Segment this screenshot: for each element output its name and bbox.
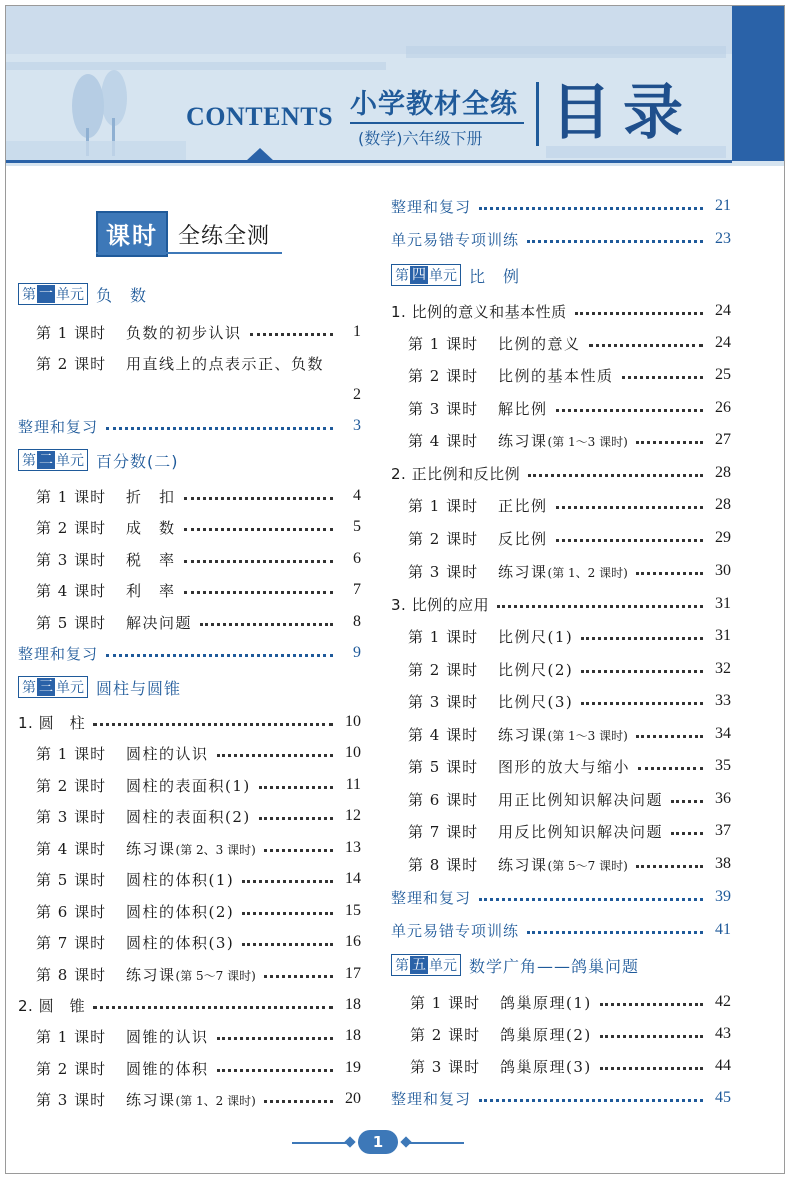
leader-dots xyxy=(264,1100,333,1103)
leader-dots xyxy=(527,931,703,934)
leader-dots xyxy=(264,849,333,852)
lesson-name-text: 练习课 xyxy=(498,725,548,744)
leader-dots xyxy=(671,800,703,803)
lesson-number: 第 8 课时 xyxy=(408,855,479,874)
page-frame xyxy=(5,5,785,1174)
lesson-name-text: 练习课 xyxy=(126,965,176,984)
lesson-number: 第 3 课时 xyxy=(408,692,479,711)
page-number: 8 xyxy=(353,613,361,630)
toc-entry[interactable] xyxy=(408,395,731,421)
lesson-number: 第 3 课时 xyxy=(408,562,479,581)
page-number: 23 xyxy=(715,230,731,247)
page-number: 4 xyxy=(353,487,361,504)
lesson-name: 圆柱的表面积(2) xyxy=(126,807,251,826)
page-number: 5 xyxy=(353,518,361,535)
page-number: 25 xyxy=(715,366,731,383)
lesson-note: (第 5～7 课时) xyxy=(547,858,628,873)
page-number: 17 xyxy=(345,965,361,982)
page-number: 42 xyxy=(715,993,731,1010)
leader-dots xyxy=(600,1035,703,1038)
unit-badge xyxy=(391,954,461,976)
leader-dots xyxy=(636,441,703,444)
lesson-name: 圆柱的体积(2) xyxy=(126,902,235,921)
lesson-number: 第 8 课时 xyxy=(36,965,107,984)
page-number: 15 xyxy=(345,902,361,919)
leader-dots xyxy=(575,312,703,315)
lesson-name-text: 练习课 xyxy=(498,855,548,874)
toc-entry[interactable] xyxy=(408,558,731,584)
unit-header-1[interactable] xyxy=(18,281,147,307)
leader-dots xyxy=(479,207,703,210)
lesson-name-text: 练习课 xyxy=(498,562,548,581)
page-number: 41 xyxy=(715,921,731,938)
footer-page-number: 1 xyxy=(358,1130,398,1154)
page-title: 目录 xyxy=(551,78,695,148)
toc-entry[interactable] xyxy=(36,319,361,345)
lesson-number: 第 5 课时 xyxy=(408,757,479,776)
unit-prefix: 第 xyxy=(22,680,36,696)
lesson-number: 第 2 课时 xyxy=(36,518,107,537)
toc-entry[interactable] xyxy=(408,525,731,551)
unit-suffix: 单元 xyxy=(56,453,84,469)
page-number: 19 xyxy=(345,1059,361,1076)
lesson-note: (第 5～7 课时) xyxy=(175,968,256,983)
unit-number: 一 xyxy=(39,286,53,302)
toc-entry[interactable] xyxy=(36,1023,361,1049)
lesson-number: 第 2 课时 xyxy=(410,1025,481,1044)
page-number: 20 xyxy=(345,1090,361,1107)
unit-name: 负 数 xyxy=(96,285,148,305)
toc-review[interactable] xyxy=(391,1085,731,1111)
lesson-number: 第 1 课时 xyxy=(408,627,479,646)
lesson-name: 圆锥的认识 xyxy=(126,1027,209,1046)
unit-name: 百分数(二) xyxy=(96,451,179,471)
review-label: 整理和复习 xyxy=(18,644,99,663)
leader-dots xyxy=(638,767,703,770)
lesson-name: 负数的初步认识 xyxy=(126,323,242,342)
leader-dots xyxy=(217,754,333,757)
leader-dots xyxy=(622,376,703,379)
lesson-name: 圆柱的认识 xyxy=(126,744,209,763)
leader-dots xyxy=(242,943,333,946)
unit-suffix: 单元 xyxy=(56,680,84,696)
leader-dots xyxy=(93,723,333,726)
lesson-name: 圆锥的体积 xyxy=(126,1059,209,1078)
lesson-number: 第 2 课时 xyxy=(408,529,479,548)
lesson-number: 第 3 课时 xyxy=(36,550,107,569)
page-number: 35 xyxy=(715,757,731,774)
lesson-number: 第 2 课时 xyxy=(408,366,479,385)
lesson-name-text: 练习课 xyxy=(126,839,176,858)
leader-dots xyxy=(93,1006,333,1009)
lesson-name: 圆柱的体积(1) xyxy=(126,870,235,889)
header-rule xyxy=(6,160,732,163)
toc-error-training[interactable] xyxy=(391,917,731,943)
lesson-name: 比例的意义 xyxy=(498,334,581,353)
header-banner xyxy=(6,6,785,166)
page-number: 3 xyxy=(353,417,361,434)
unit-badge xyxy=(18,283,88,305)
unit-suffix: 单元 xyxy=(429,268,457,284)
unit-badge xyxy=(18,449,88,471)
toc-review[interactable] xyxy=(18,640,361,666)
page-number: 16 xyxy=(345,933,361,950)
page-number: 32 xyxy=(715,660,731,677)
series-title: 小学教材全练 xyxy=(350,89,518,120)
group-label: 2. 正比例和反比例 xyxy=(391,464,521,483)
page-number: 24 xyxy=(715,334,731,351)
lesson-number: 第 3 课时 xyxy=(410,1057,481,1076)
page-number: 36 xyxy=(715,790,731,807)
unit-suffix: 单元 xyxy=(429,958,457,974)
page-number: 7 xyxy=(353,581,361,598)
lesson-name: 折 扣 xyxy=(126,487,176,506)
toc-entry[interactable] xyxy=(36,835,361,861)
lesson-name: 圆柱的表面积(1) xyxy=(126,776,251,795)
lesson-number: 第 4 课时 xyxy=(36,839,107,858)
unit-number: 四 xyxy=(412,267,426,283)
page-number: 37 xyxy=(715,822,731,839)
lesson-name xyxy=(126,838,256,859)
review-label: 整理和复习 xyxy=(391,888,472,907)
lesson-name: 利 率 xyxy=(126,581,176,600)
lesson-name: 用直线上的点表示正、负数 xyxy=(126,354,325,373)
lesson-number: 第 1 课时 xyxy=(36,487,107,506)
leader-dots xyxy=(497,605,703,608)
toc-entry[interactable] xyxy=(36,898,361,924)
section-title-text: 全练全测 xyxy=(178,223,271,249)
toc-entry[interactable] xyxy=(36,772,361,798)
leader-dots xyxy=(259,786,333,789)
toc-entry-continuation[interactable] xyxy=(36,382,361,408)
lesson-number: 第 1 课时 xyxy=(410,993,481,1012)
page-number: 34 xyxy=(715,725,731,742)
lesson-number: 第 2 课时 xyxy=(36,1059,107,1078)
toc-entry[interactable] xyxy=(408,851,731,877)
header-divider xyxy=(536,82,539,146)
toc-entry[interactable] xyxy=(36,803,361,829)
toc-review[interactable] xyxy=(391,884,731,910)
page-number: 18 xyxy=(345,1027,361,1044)
section-box-label: 课时 xyxy=(96,211,168,257)
toc-entry[interactable] xyxy=(36,546,361,572)
leader-dots xyxy=(259,817,333,820)
error-training-label: 单元易错专项训练 xyxy=(391,230,520,249)
toc-entry[interactable] xyxy=(408,656,731,682)
page-number: 29 xyxy=(715,529,731,546)
page-number: 30 xyxy=(715,562,731,579)
lesson-name: 反比例 xyxy=(498,529,548,548)
lesson-number: 第 7 课时 xyxy=(36,933,107,952)
toc-entry[interactable] xyxy=(408,688,731,714)
toc-group[interactable] xyxy=(18,709,361,735)
lesson-number: 第 5 课时 xyxy=(36,870,107,889)
toc-entry[interactable] xyxy=(410,1053,731,1079)
contents-label: CONTENTS xyxy=(186,102,334,131)
lesson-number: 第 2 课时 xyxy=(408,660,479,679)
toc-entry[interactable] xyxy=(36,609,361,635)
toc-entry[interactable] xyxy=(36,514,361,540)
lesson-name: 图形的放大与缩小 xyxy=(498,757,631,776)
page-number: 28 xyxy=(715,464,731,481)
toc-entry[interactable] xyxy=(408,623,731,649)
lesson-number: 第 4 课时 xyxy=(408,431,479,450)
lesson-name: 用正比例知识解决问题 xyxy=(498,790,664,809)
leader-dots xyxy=(184,497,333,500)
lesson-name-text: 练习课 xyxy=(498,431,548,450)
page-number: 38 xyxy=(715,855,731,872)
page-number: 2 xyxy=(353,386,361,403)
unit-name: 圆柱与圆锥 xyxy=(96,678,182,698)
leader-dots xyxy=(581,702,703,705)
lesson-name-text: 练习课 xyxy=(126,1090,176,1109)
toc-entry[interactable] xyxy=(36,740,361,766)
lesson-name: 鸽巢原理(1) xyxy=(500,993,592,1012)
unit-prefix: 第 xyxy=(395,958,409,974)
leader-dots xyxy=(106,427,333,430)
leader-dots xyxy=(264,975,333,978)
leader-dots xyxy=(581,670,703,673)
footer-diamond-icon xyxy=(344,1136,355,1147)
leader-dots xyxy=(556,539,703,542)
leader-dots xyxy=(600,1003,703,1006)
lesson-number: 第 1 课时 xyxy=(408,334,479,353)
lesson-name xyxy=(126,1089,256,1110)
toc-entry[interactable] xyxy=(408,492,731,518)
lesson-name: 鸽巢原理(2) xyxy=(500,1025,592,1044)
unit-header-5[interactable] xyxy=(391,952,639,978)
lesson-note: (第 2、3 课时) xyxy=(175,842,256,857)
page-number: 43 xyxy=(715,1025,731,1042)
page-number: 21 xyxy=(715,197,731,214)
unit-header-4[interactable] xyxy=(391,262,520,288)
leader-dots xyxy=(556,409,703,412)
leader-dots xyxy=(479,1099,703,1102)
leader-dots xyxy=(184,528,333,531)
toc-entry[interactable] xyxy=(36,350,361,376)
toc-group[interactable] xyxy=(391,298,731,324)
unit-number: 五 xyxy=(412,957,426,973)
lesson-number: 第 4 课时 xyxy=(408,725,479,744)
leader-dots xyxy=(217,1069,333,1072)
leader-dots xyxy=(184,560,333,563)
page-number: 10 xyxy=(345,713,361,730)
toc-group[interactable] xyxy=(391,591,731,617)
leader-dots xyxy=(556,506,703,509)
error-training-label: 单元易错专项训练 xyxy=(391,921,520,940)
lesson-name: 用反比例知识解决问题 xyxy=(498,822,664,841)
leader-dots xyxy=(250,333,333,336)
toc-entry[interactable] xyxy=(408,427,731,453)
page-number: 28 xyxy=(715,496,731,513)
unit-name: 比 例 xyxy=(469,266,521,286)
leader-dots xyxy=(636,735,703,738)
unit-prefix: 第 xyxy=(22,287,36,303)
section-underline xyxy=(96,252,282,254)
toc-entry[interactable] xyxy=(36,866,361,892)
lesson-number: 第 5 课时 xyxy=(36,613,107,632)
leader-dots xyxy=(528,474,703,477)
leader-dots xyxy=(217,1037,333,1040)
toc-entry[interactable] xyxy=(36,483,361,509)
page-number: 13 xyxy=(345,839,361,856)
group-label: 3. 比例的应用 xyxy=(391,595,490,614)
lesson-name: 比例尺(2) xyxy=(498,660,574,679)
leader-dots xyxy=(200,623,333,626)
lesson-name: 比例尺(1) xyxy=(498,627,574,646)
group-label: 1. 圆 柱 xyxy=(18,713,86,732)
leader-dots xyxy=(636,865,703,868)
page-number: 44 xyxy=(715,1057,731,1074)
toc-entry[interactable] xyxy=(408,753,731,779)
page-number: 45 xyxy=(715,1089,731,1106)
lesson-number: 第 4 课时 xyxy=(36,581,107,600)
toc-entry[interactable] xyxy=(36,1055,361,1081)
unit-number: 三 xyxy=(39,679,53,695)
lesson-name: 解决问题 xyxy=(126,613,193,632)
lesson-number: 第 1 课时 xyxy=(36,1027,107,1046)
page-number: 31 xyxy=(715,595,731,612)
review-label: 整理和复习 xyxy=(391,1089,472,1108)
lesson-note: (第 1、2 课时) xyxy=(547,565,628,580)
lesson-name: 税 率 xyxy=(126,550,176,569)
lesson-number: 第 2 课时 xyxy=(36,776,107,795)
toc-group[interactable] xyxy=(18,992,361,1018)
lesson-name: 比例的基本性质 xyxy=(498,366,614,385)
leader-dots xyxy=(479,898,703,901)
toc-entry[interactable] xyxy=(408,362,731,388)
page-number: 18 xyxy=(345,996,361,1013)
series-underline xyxy=(350,122,524,124)
lesson-number: 第 1 课时 xyxy=(408,496,479,515)
page-number: 31 xyxy=(715,627,731,644)
lesson-number: 第 1 课时 xyxy=(36,744,107,763)
unit-badge xyxy=(18,676,88,698)
lesson-name xyxy=(126,964,256,985)
toc-group[interactable] xyxy=(391,460,731,486)
lesson-number: 第 6 课时 xyxy=(36,902,107,921)
leader-dots xyxy=(527,240,703,243)
lesson-note: (第 1～3 课时) xyxy=(547,434,628,449)
unit-prefix: 第 xyxy=(395,268,409,284)
leader-dots xyxy=(184,591,333,594)
leader-dots xyxy=(242,880,333,883)
unit-prefix: 第 xyxy=(22,453,36,469)
toc-entry[interactable] xyxy=(408,786,731,812)
toc-error-training[interactable] xyxy=(391,226,731,252)
page-number: 9 xyxy=(353,644,361,661)
page-number: 26 xyxy=(715,399,731,416)
toc-entry[interactable] xyxy=(36,577,361,603)
page-number: 12 xyxy=(345,807,361,824)
page-number: 24 xyxy=(715,302,731,319)
unit-name: 数学广角——鸽巢问题 xyxy=(469,956,640,976)
page-number: 27 xyxy=(715,431,731,448)
leader-dots xyxy=(242,912,333,915)
lesson-number: 第 6 课时 xyxy=(408,790,479,809)
group-label: 1. 比例的意义和基本性质 xyxy=(391,302,567,321)
review-label: 整理和复习 xyxy=(391,197,472,216)
unit-badge xyxy=(391,264,461,286)
lesson-name xyxy=(498,854,628,875)
lesson-number: 第 3 课时 xyxy=(36,1090,107,1109)
lesson-name: 比例尺(3) xyxy=(498,692,574,711)
leader-dots xyxy=(581,637,703,640)
lesson-number: 第 2 课时 xyxy=(36,354,107,373)
page-number: 6 xyxy=(353,550,361,567)
toc-entry[interactable] xyxy=(36,929,361,955)
unit-header-2[interactable] xyxy=(18,447,179,473)
toc-entry[interactable] xyxy=(36,961,361,987)
group-label: 2. 圆 锥 xyxy=(18,996,86,1015)
toc-review[interactable] xyxy=(391,193,731,219)
toc-entry[interactable] xyxy=(408,330,731,356)
lesson-number: 第 1 课时 xyxy=(36,323,107,342)
toc-review[interactable] xyxy=(18,413,361,439)
lesson-name xyxy=(498,561,628,582)
leader-dots xyxy=(671,832,703,835)
page-number: 10 xyxy=(345,744,361,761)
unit-header-3[interactable] xyxy=(18,674,181,700)
review-label: 整理和复习 xyxy=(18,417,99,436)
header-side-tab xyxy=(732,6,785,161)
section-title xyxy=(96,211,270,257)
footer-rule-right xyxy=(402,1142,464,1144)
page-number: 33 xyxy=(715,692,731,709)
lesson-note: (第 1、2 课时) xyxy=(175,1093,256,1108)
unit-suffix: 单元 xyxy=(56,287,84,303)
unit-number: 二 xyxy=(39,452,53,468)
lesson-name xyxy=(498,430,628,451)
toc-entry[interactable] xyxy=(36,1086,361,1112)
leader-dots xyxy=(106,654,333,657)
lesson-number: 第 3 课时 xyxy=(408,399,479,418)
lesson-note: (第 1～3 课时) xyxy=(547,728,628,743)
toc-entry[interactable] xyxy=(408,818,731,844)
toc-entry[interactable] xyxy=(410,989,731,1015)
page-number: 11 xyxy=(345,776,361,793)
page-number: 1 xyxy=(353,323,361,340)
lesson-name: 圆柱的体积(3) xyxy=(126,933,235,952)
leader-dots xyxy=(600,1067,703,1070)
grade-subtitle: (数学)六年级下册 xyxy=(358,129,483,148)
toc-entry[interactable] xyxy=(410,1021,731,1047)
page-number: 14 xyxy=(345,870,361,887)
lesson-number: 第 3 课时 xyxy=(36,807,107,826)
lesson-name: 解比例 xyxy=(498,399,548,418)
lesson-name: 正比例 xyxy=(498,496,548,515)
toc-entry[interactable] xyxy=(408,721,731,747)
lesson-number: 第 7 课时 xyxy=(408,822,479,841)
lesson-name xyxy=(498,724,628,745)
header-triangle-icon xyxy=(246,148,274,161)
lesson-name: 鸽巢原理(3) xyxy=(500,1057,592,1076)
page-number: 39 xyxy=(715,888,731,905)
leader-dots xyxy=(636,572,703,575)
lesson-name: 成 数 xyxy=(126,518,176,537)
leader-dots xyxy=(589,344,703,347)
